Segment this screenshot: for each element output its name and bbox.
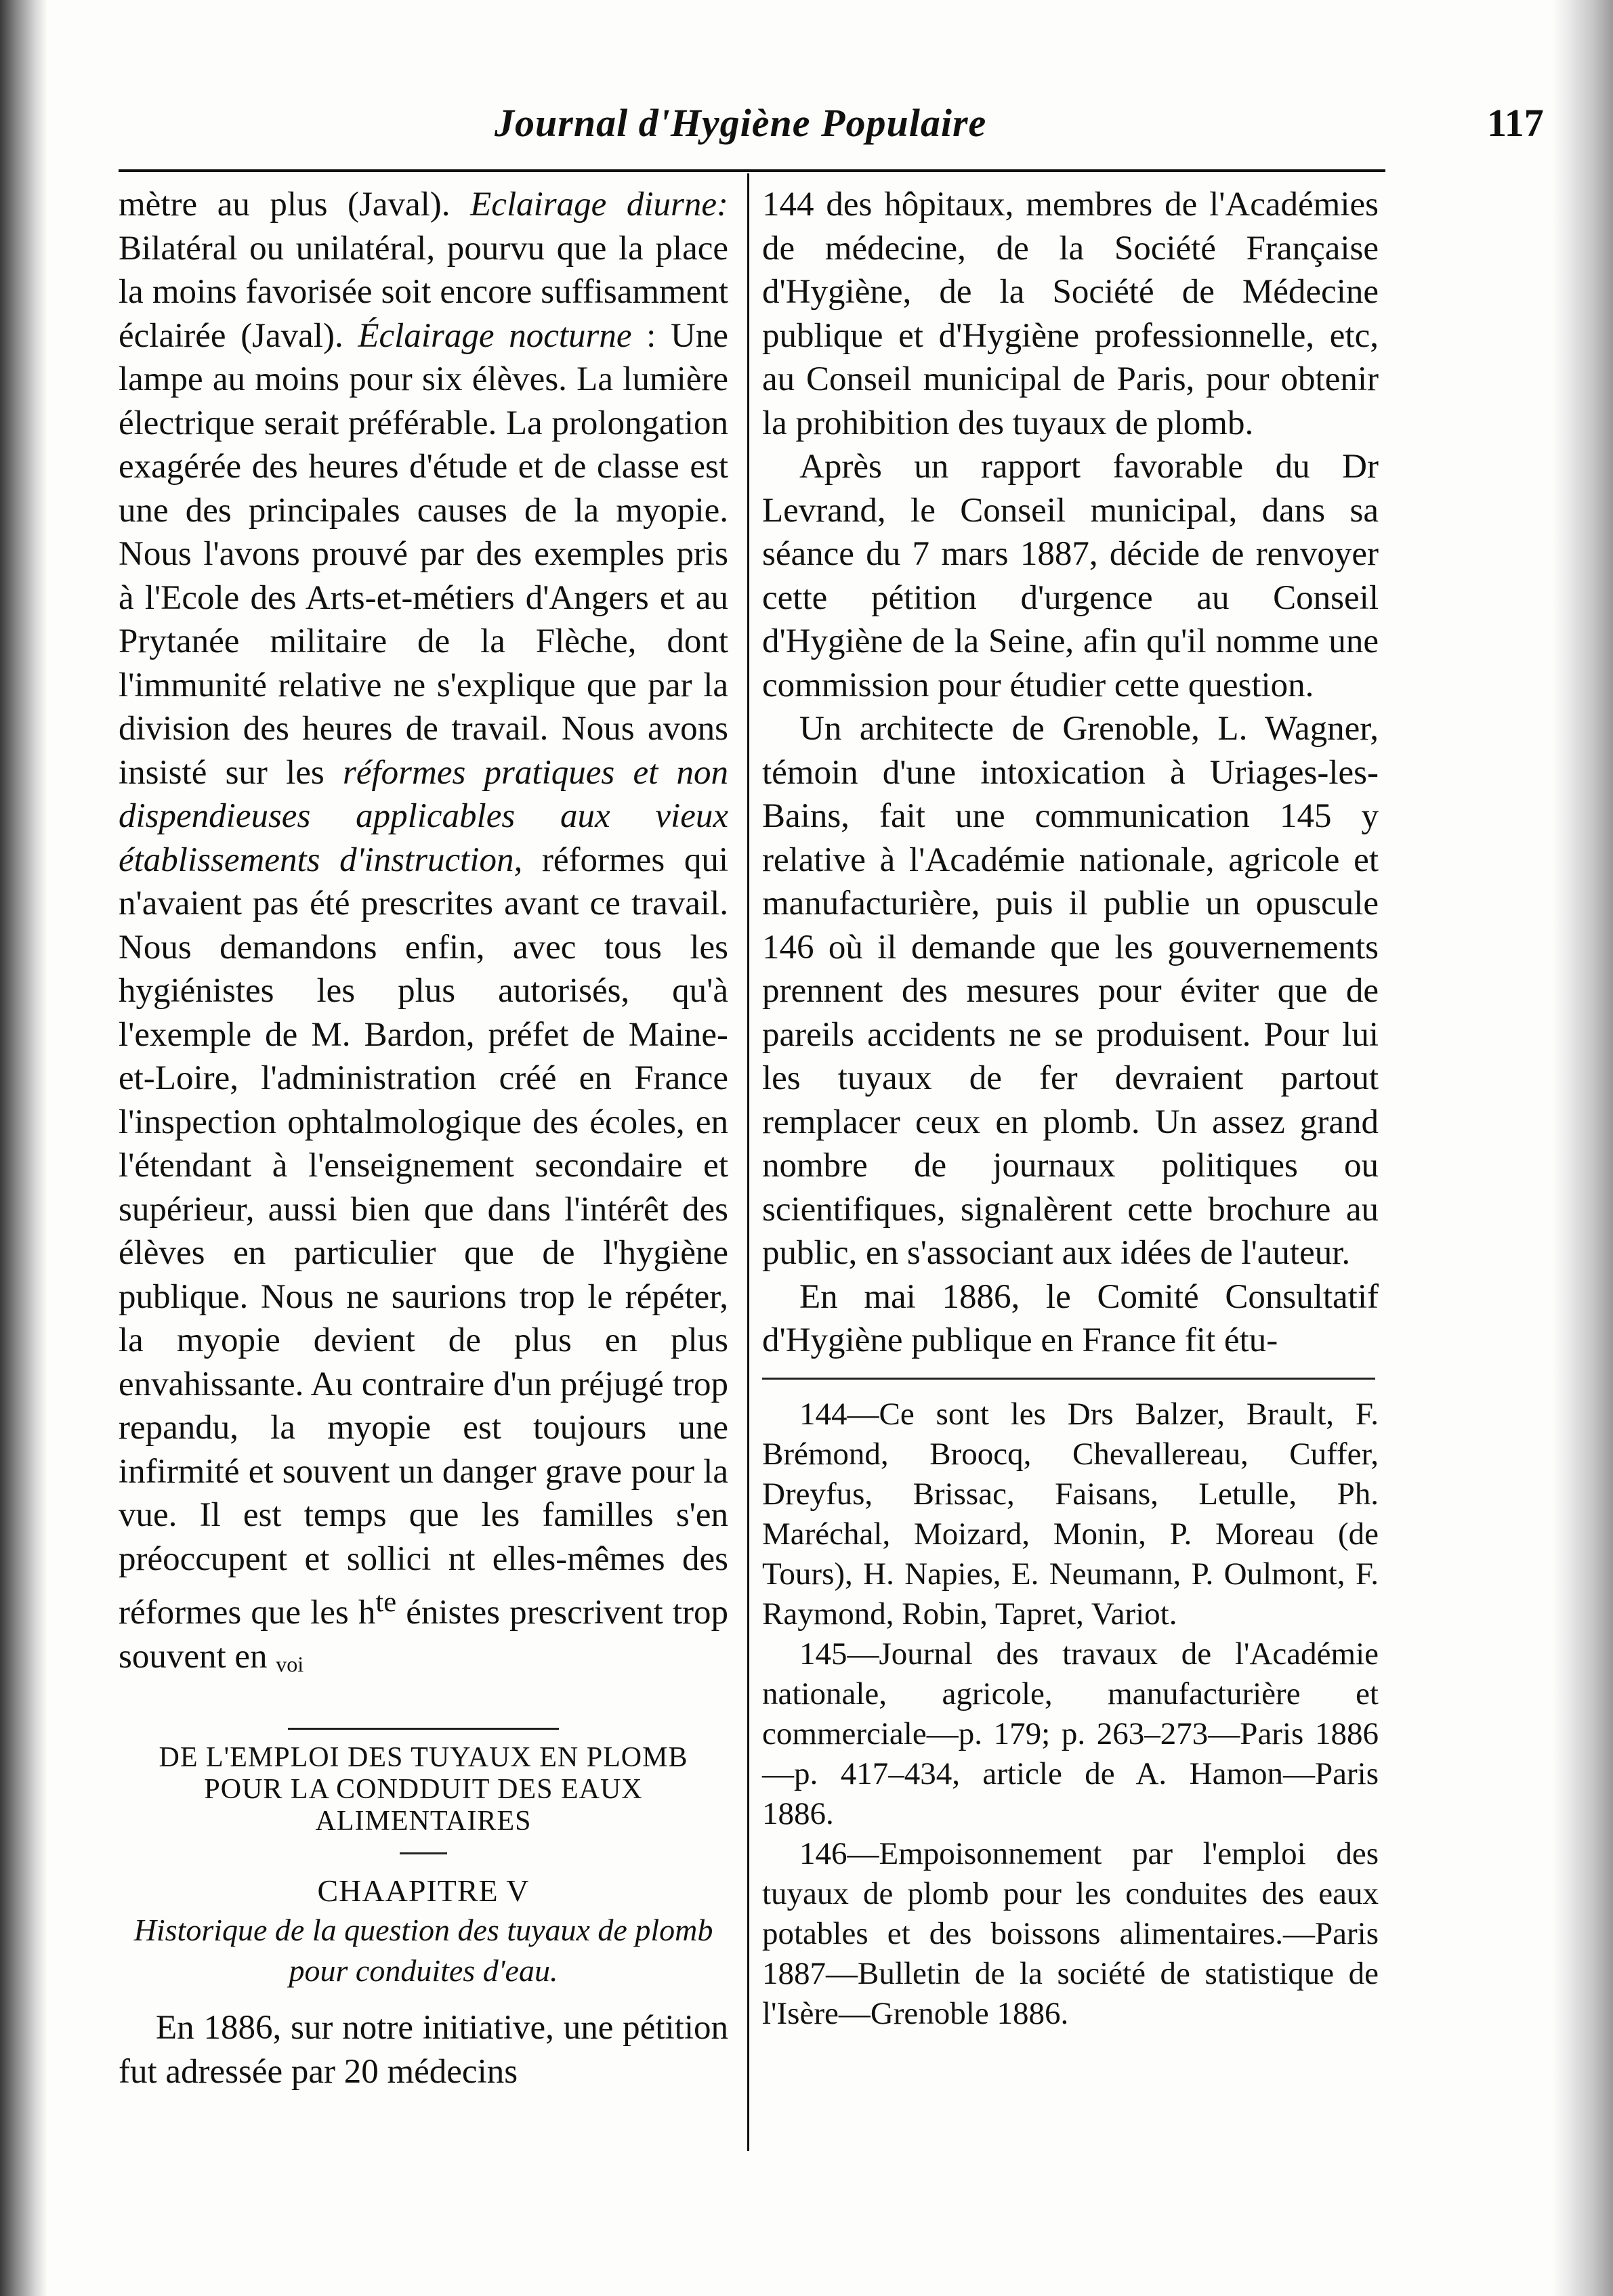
page-edge-shadow-right (1552, 0, 1613, 2296)
text-run: : Une lampe au moins pour six élèves. La lumière électrique serait préférable. La prolongation exagérée des heures d'étude et de classe est une des principales causes de la myopie. Nous l'avons prouvé par des exemples pris à l'Ecole des Arts-et-métiers d'Angers et au Prytanée militaire de la Flèche, dont l'immunité relative ne s'explique que par la division des heures de travail. Nous avons insisté sur les (119, 316, 728, 792)
footnote-144: 144—Ce sont les Drs Balzer, Brault, F. Brémond, Broocq, Chevallereau, Cuffer, Dreyfus, Brissac, Faisans, Letulle, Ph. Maréchal, Moizard, Monin, P. Moreau (de Tours), H. Napies, E. Neumann, P. Oulmont, F. Raymond, Robin, Tapret, Variot. (762, 1396, 1379, 1632)
section-title: DE L'EMPLOI DES TUYAUX EN PLOMB POUR LA CONDDUIT DES EAUX ALIMENTAIRES (159, 1742, 688, 1837)
superscript-run: te (375, 1586, 397, 1618)
right-paragraph-1: 144 des hôpitaux, membres de l'Académies de médecine, de la Société Française d'Hygiène, de la Société de Médecine publique et d'Hygiène professionnelle, etc, au Conseil municipal de Paris, pour obtenir la prohibition des tuyaux de plomb. (762, 186, 1379, 442)
running-title: Journal d'Hygiène Populaire (495, 101, 987, 145)
left-paragraph-2: En 1886, sur notre initiative, une pétition fut adressée par 20 médecins (119, 2009, 728, 2091)
header-rule (119, 169, 1385, 172)
section-dash (400, 1852, 447, 1854)
italic-run: réformes pratiques et non dispendieuses applicables aux vieux établissements d'instruction, (119, 753, 728, 879)
left-paragraph-1 (119, 183, 728, 1686)
italic-run: Eclairage diurne: (470, 186, 729, 224)
right-paragraph-2: Après un rapport favorable du Dr Levrand, le Conseil municipal, dans sa séance du 7 mars 1887, décide de renvoyer cette pétition d'urgence au Conseil d'Hygiène de la Seine, afin qu'il nomme une commission pour étudier cette question. (762, 448, 1379, 704)
text-run: Bilatéral ou unilatéral, pourvu que la place la moins favorisée soit encore suffisamment éclairée (Javal). (119, 229, 728, 355)
page-number: 117 (1487, 101, 1544, 145)
chapter-subtitle: Historique de la question des tuyaux de plomb pour conduites d'eau. (133, 1913, 713, 1988)
column-divider (747, 173, 749, 2151)
right-paragraph-4: En mai 1886, le Comité Consultatif d'Hygiène publique en France fit étu- (762, 1277, 1379, 1359)
text-run: énistes prescrivent trop souvent en (119, 1594, 728, 1676)
chapter-label: CHAAPITRE V (317, 1873, 530, 1908)
footnote-145: 145—Journal des travaux de l'Académie nationale, agricole, manufacturière et commerciale—p. 179; p. 263–273—Paris 1886—p. 417–434, article de A. Hamon—Paris 1886. (762, 1636, 1379, 1831)
text-run: réformes qui n'avaient pas été prescrites avant ce travail. Nous demandons enfin, avec tous les hygiénistes les plus autorisés, qu'à l'exemple de M. Bardon, préfet de Maine-et-Loire, l'administration créé en France l'inspection ophtalmologique des écoles, en l'étendant à l'enseignement secondaire et supérieur, aussi bien que dans l'intérêt des élèves en particulier que de l'hygiène publique. Nous ne saurions trop le répéter, la myopie devient de plus en plus envahissante. Au contraire d'un préjugé trop repandu, la myopie est toujours une infirmité et souvent un danger grave pour la vue. Il est temps que les familles s'en préoccupent et sollici nt elles-mêmes des réformes que les h (119, 841, 728, 1632)
section-rule (288, 1728, 559, 1730)
text-run: mètre au plus (Javal). (119, 186, 471, 224)
right-column (762, 183, 1379, 2034)
right-paragraph-3: Un architecte de Grenoble, L. Wagner, témoin d'une intoxication à Uriages-les-Bains, fait une communication 145 y relative à l'Académie nationale, agricole et manufacturière, puis il publie un opuscule 146 où il demande que les gouvernements prennent des mesures pour éviter que de pareils accidents ne se produisent. Pour lui les tuyaux de fer devraient partout remplacer ceux en plomb. Un assez grand nombre de journaux politiques ou scientifiques, signalèrent cette brochure au public, en s'associant aux idées de l'auteur. (762, 710, 1379, 1272)
italic-run: Éclairage nocturne (358, 316, 632, 355)
left-column (119, 183, 728, 2093)
page-gutter-shadow-left (0, 0, 47, 2296)
text-run-fragment: voi (276, 1651, 304, 1676)
footnote-146: 146—Empoisonnement par l'emploi des tuyaux de plomb pour les conduites des eaux potables et des boissons alimentaires.—Paris 1887—Bulletin de la société de statistique de l'Isère—Grenoble 1886. (762, 1835, 1379, 2031)
footnotes-rule (762, 1378, 1375, 1380)
